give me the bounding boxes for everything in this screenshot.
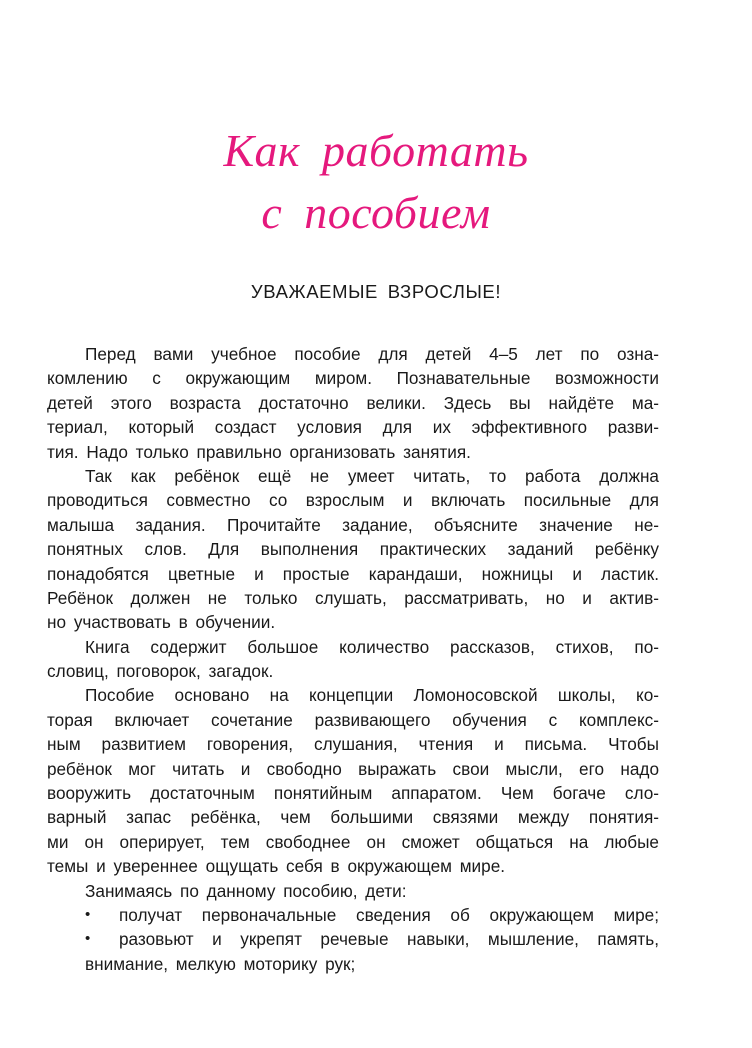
- text-line: Книга содержит большое количество рассказов, стихов, по-: [85, 636, 659, 657]
- text-line: словиц, поговорок, загадок.: [47, 661, 274, 682]
- bullet-item: [47, 927, 659, 951]
- text-line: понятных слов. Для выполнения практических заданий ребёнку: [47, 539, 659, 560]
- bullet-list: [47, 903, 659, 976]
- title-line-1: Как работать: [223, 125, 529, 176]
- bullet-text: получат первоначальные сведения об окружающем мире;: [119, 904, 659, 925]
- paragraph-3: [47, 635, 659, 684]
- paragraph-4: [47, 683, 659, 878]
- text-line: тия. Надо только правильно организовать занятия.: [47, 441, 471, 462]
- text-line: торая включает сочетание развивающего обучения с комплекс-: [47, 709, 659, 730]
- text-line: Ребёнок должен не только слушать, рассматривать, но и актив-: [47, 587, 659, 608]
- paragraph-5: [47, 879, 659, 903]
- text-line: но участвовать в обучении.: [47, 612, 276, 633]
- paragraph-1: [47, 342, 659, 464]
- section-heading: УВАЖАЕМЫЕ ВЗРОСЛЫЕ!: [250, 281, 502, 302]
- bullet-item: [47, 903, 659, 927]
- title-line-2: с пособием: [261, 187, 491, 238]
- bullet-icon: •: [85, 930, 91, 948]
- text-line: детей этого возраста достаточно велики. Здесь вы найдёте ма-: [47, 392, 659, 413]
- body-text: [47, 342, 659, 976]
- paragraph-2: [47, 464, 659, 635]
- text-line: ребёнок мог читать и свободно выражать свои мысли, его надо: [47, 758, 659, 779]
- text-line: комлению с окружающим миром. Познавательные возможности: [47, 368, 659, 389]
- text-line: Занимаясь по данному пособию, дети:: [85, 880, 407, 901]
- bullet-text: разовьют и укрепят речевые навыки, мышление, память,: [119, 929, 659, 950]
- page-title: [0, 120, 752, 244]
- text-line: Пособие основано на концепции Ломоносовской школы, ко-: [85, 685, 659, 706]
- bullet-continuation: внимание, мелкую моторику рук;: [85, 953, 356, 974]
- text-line: вооружить достаточным понятийным аппаратом. Чем богаче сло-: [47, 783, 659, 804]
- bullet-icon: •: [85, 905, 91, 923]
- text-line: териал, который создаст условия для их эффективного разви-: [47, 417, 659, 438]
- text-line: Перед вами учебное пособие для детей 4–5 лет по озна-: [85, 344, 659, 364]
- text-line: малыша задания. Прочитайте задание, объясните значение не-: [47, 514, 659, 535]
- text-line: Так как ребёнок ещё не умеет читать, то работа должна: [85, 465, 659, 486]
- text-line: варный запас ребёнка, чем большими связями между понятия-: [47, 807, 659, 828]
- text-line: ным развитием говорения, слушания, чтения и письма. Чтобы: [47, 734, 659, 755]
- text-line: ми он оперирует, тем свободнее он сможет общаться на любые: [47, 831, 659, 852]
- text-line: понадобятся цветные и простые карандаши, ножницы и ластик.: [47, 563, 659, 584]
- text-line: темы и увереннее ощущать себя в окружающем мире.: [47, 856, 506, 877]
- text-line: проводиться совместно со взрослым и включать посильные для: [47, 490, 659, 511]
